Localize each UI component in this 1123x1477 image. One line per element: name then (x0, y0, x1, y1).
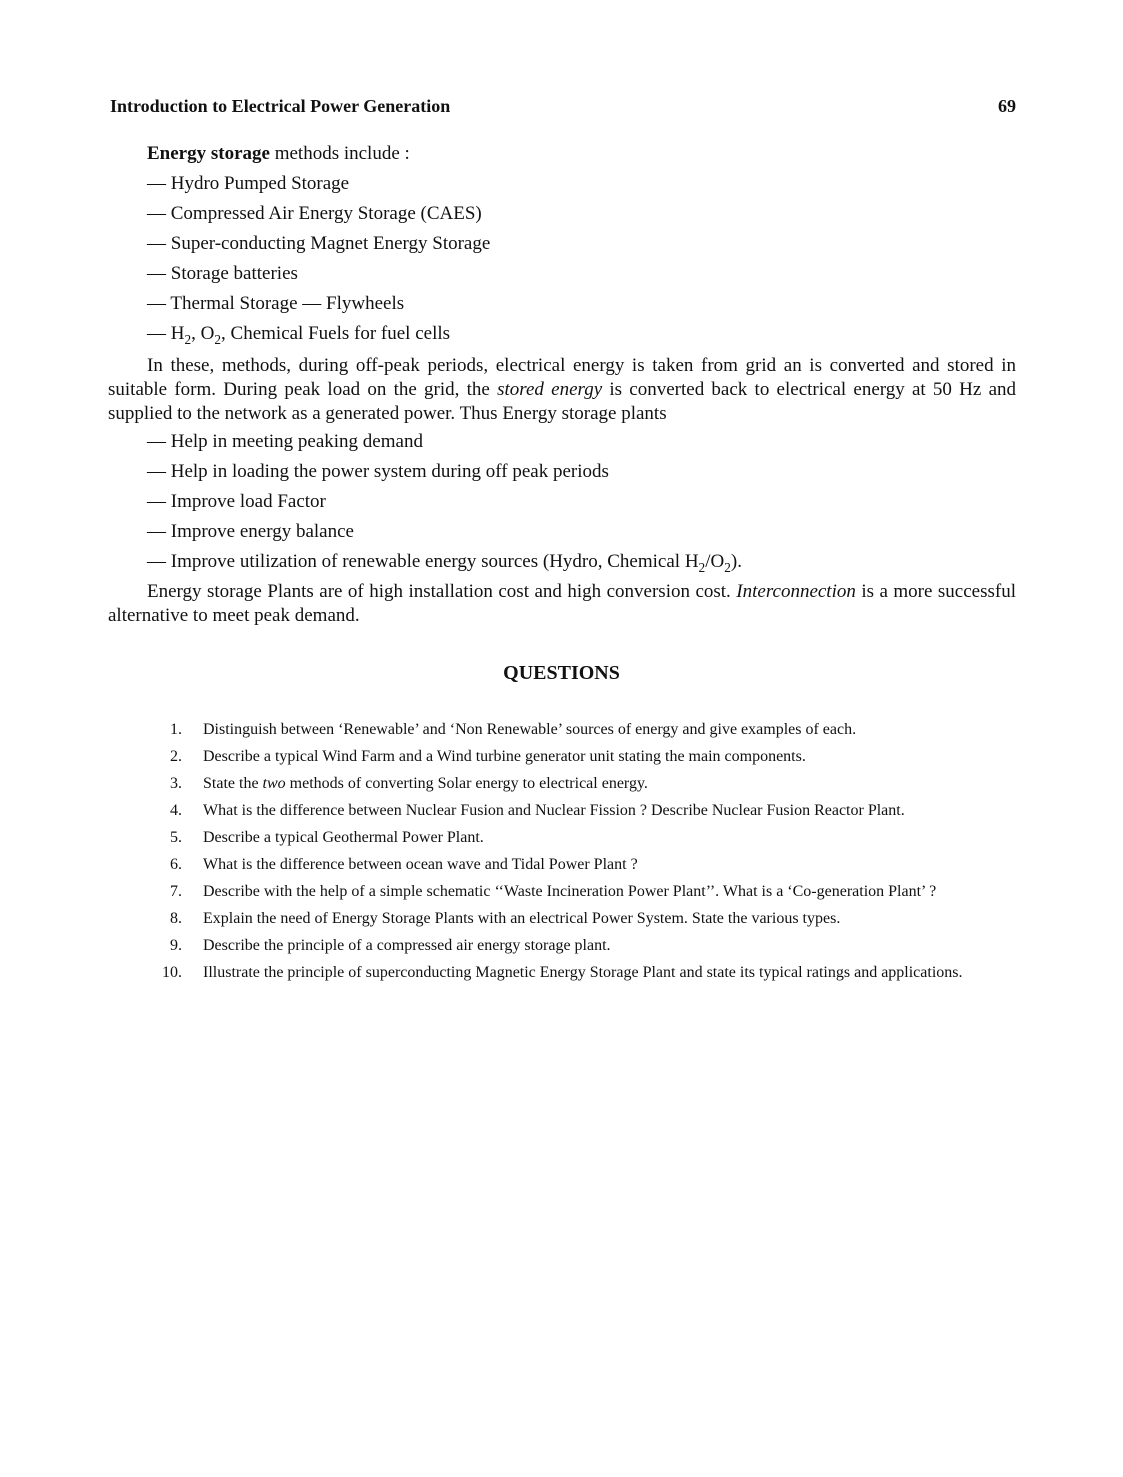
list-item: — Super-conducting Magnet Energy Storage (147, 233, 491, 254)
list-item: — Improve load Factor (147, 491, 326, 512)
paragraph-text: is a more successful alternative to meet peak demand. (108, 581, 1016, 626)
question-text: Illustrate the principle of superconducting Magnetic Energy Storage Plant and state its typical ratings and applications. (203, 964, 963, 981)
list-item: — Help in meeting peaking demand (147, 431, 423, 452)
question-number: 3. (170, 775, 182, 792)
paragraph-text: is converted back to electrical energy at 50 Hz and supplied to the network as a generated power. Thus Energy storage plants (108, 379, 1016, 424)
question-item (160, 746, 1016, 768)
list-item: — Hydro Pumped Storage (147, 173, 350, 194)
question-item (160, 800, 1016, 822)
question-text: What is the difference between Nuclear Fusion and Nuclear Fission ? Describe Nuclear Fusion Reactor Plant. (203, 802, 905, 819)
question-item (160, 773, 1016, 795)
intro-bold-term: Energy storage (147, 143, 270, 164)
page-number: 69 (998, 96, 1016, 116)
question-text: Distinguish between ‘Renewable’ and ‘Non Renewable’ sources of energy and give examples of each. (203, 721, 857, 738)
question-text: Explain the need of Energy Storage Plants with an electrical Power System. State the various types. (203, 910, 841, 927)
question-text: Describe the principle of a compressed air energy storage plant. (203, 937, 611, 954)
running-head-title: Introduction to Electrical Power Generation (110, 96, 451, 116)
question-text: What is the difference between ocean wave and Tidal Power Plant ? (203, 856, 638, 873)
questions-heading: QUESTIONS (503, 662, 620, 684)
questions-list (160, 719, 1016, 989)
paragraph-italic-term: stored energy (497, 379, 603, 400)
question-number: 1. (170, 721, 182, 738)
question-number: 7. (170, 883, 182, 900)
question-item (160, 962, 1016, 984)
question-text: Describe with the help of a simple schematic ‘‘Waste Incineration Power Plant’’. What is a ‘Co-generation Plant’ ? (203, 883, 937, 900)
energy-storage-intro (147, 142, 410, 166)
question-number: 5. (170, 829, 182, 846)
paragraph-text: Energy storage Plants are of high installation cost and high conversion cost. (147, 581, 737, 602)
question-number: 6. (170, 856, 182, 873)
running-head (110, 96, 1016, 122)
question-text: State the two methods of converting Solar energy to electrical energy. (203, 775, 648, 792)
question-text: Describe a typical Wind Farm and a Wind turbine generator unit stating the main components. (203, 748, 806, 765)
paragraph-text: In these, methods, during off-peak periods, electrical energy is taken from grid an is converted and stored in suitable form. During peak load on the grid, the (108, 355, 1016, 400)
question-item (160, 908, 1016, 930)
question-item (160, 827, 1016, 849)
storage-methods-list (147, 172, 490, 352)
question-number: 4. (170, 802, 182, 819)
question-number: 10. (162, 964, 182, 981)
question-number: 9. (170, 937, 182, 954)
intro-rest: methods include : (269, 143, 410, 164)
list-item: — $H_2$, $O_2$, Chemical Fuels for fuel cells (147, 323, 451, 347)
benefits-list (147, 430, 742, 580)
question-item (160, 719, 1016, 741)
list-item: — Thermal Storage — Flywheels (147, 293, 405, 314)
question-number: 2. (170, 748, 182, 765)
paragraph-energy-storage (108, 354, 1016, 426)
paragraph-italic-term: Interconnection (736, 581, 856, 602)
paragraph-interconnection (108, 580, 1016, 628)
list-item: — Improve utilization of renewable energy sources (Hydro, Chemical $H_2/O_2$). (147, 551, 742, 575)
question-item (160, 881, 1016, 903)
list-item: — Compressed Air Energy Storage (CAES) (147, 203, 482, 224)
question-number: 8. (170, 910, 182, 927)
question-item (160, 935, 1016, 957)
question-item (160, 854, 1016, 876)
list-item: — Help in loading the power system during off peak periods (147, 461, 609, 482)
question-text: Describe a typical Geothermal Power Plant. (203, 829, 484, 846)
list-item: — Storage batteries (147, 263, 298, 284)
list-item: — Improve energy balance (147, 521, 354, 542)
